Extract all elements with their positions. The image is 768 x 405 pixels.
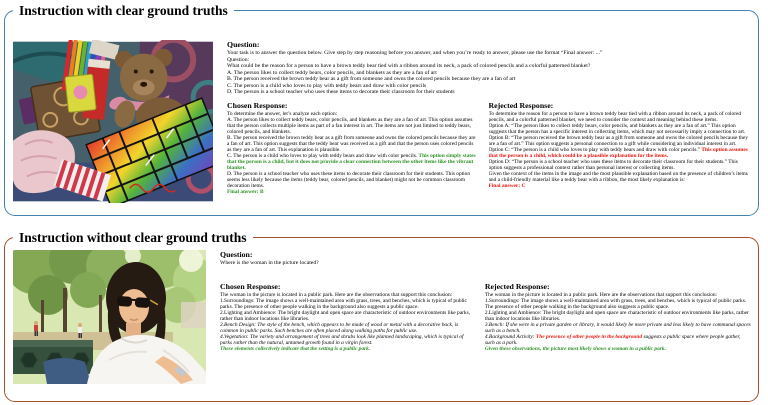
text-segment: The woman in the picture is located in a public park. Here are the observations that support this conclusion:: [220, 291, 453, 298]
question-heading: Question:: [220, 250, 253, 259]
panel-clear-ground-truths: [4, 3, 759, 216]
text-segment: C. The person is a child who loves to play with teddy bears and draw with color pencils: [227, 82, 427, 89]
text-segment: Given these observations, the picture most likely shows a woman in a public park.: [484, 345, 666, 352]
distant-building: [181, 302, 206, 328]
paragraph: [489, 171, 751, 183]
text-segment: Final answer: C: [488, 183, 526, 190]
question-heading: Question:: [227, 40, 260, 49]
text-segment: To determine the answer, let’s analyze each option:: [227, 110, 338, 117]
text-segment: Option D: “The person is a school teacher who uses these items to decorate their classroom for their students.” This option suggests a professional context rather than personal interest or collecting items.: [488, 158, 738, 171]
teddy-bear-pencils-and-blanket-photo: [13, 40, 213, 203]
paragraph: [220, 346, 475, 352]
text-segment: This option assumes that the person is a child, which could be a plausible explanation for the items.: [488, 146, 748, 159]
text-segment: The woman in the picture is located in a public park. Here are the observations that support this conclusion:: [484, 291, 718, 298]
paragraph: [485, 346, 751, 352]
paragraph: [227, 117, 479, 135]
text-segment: A. The person likes to collect teddy bears, color pencils, and blankets as they are a fan of art. This option assumes that the person collects multiple items as part of a fan interest in art. The items are not just limited to teddy bears, colored pencils, and blankets.: [227, 116, 473, 135]
rejected-response-heading: Rejected Response:: [488, 100, 554, 110]
chosen-response-column: [220, 282, 475, 352]
text-segment: These elements collectively indicate that the setting is a public park.: [220, 345, 371, 352]
panel-clear-body: [5, 11, 758, 215]
question-text: [220, 260, 751, 267]
text-segment: 3.Bench Design: The style of the bench, which appears to be made of wood or metal with a decorative back, is common in public parks. Such benches are often placed along walking paths for public use.: [220, 321, 459, 334]
text-segment: 3.Bench: If she were in a private garden or library, it would likely be more private and less likely to have communal spaces such as a bench.: [484, 321, 751, 334]
text-segment: Given the context of the items in the image and the most plausible explanation based on the presence of children’s items and a child-friendly material like a teddy bear with a ribbon, the most likely explanation is:: [488, 170, 748, 184]
paragraph: [220, 260, 751, 267]
text-segment: What could be the reason for a person to have a brown teddy bear tied with a ribbon around its neck, a pack of colored pencils and a colorful patterned blanket?: [227, 63, 591, 69]
text-segment: To determine the reason for a person to have a brown teddy bear tied with a ribbon around its neck, a pack of colored pencils, and a colorful patterned blanket, we need to consider the context and meaning behind these items.: [488, 110, 742, 123]
paragraph: [227, 153, 479, 171]
text-segment: B. The person received the brown teddy bear as a gift from someone and owns the colored pencils because they are a fan of art. This option suggests that the teddy bear was received as a gift and that the person uses colored pencils as they are a fan of art. This explanation is plausible.: [227, 134, 476, 153]
paragraph: [227, 135, 479, 153]
text-segment: Question:: [227, 56, 250, 63]
paragraph: [227, 189, 479, 195]
text-segment: The presence of other people in the background: [535, 333, 643, 340]
chosen-response-heading: Chosen Response:: [227, 100, 288, 110]
paragraph: [489, 111, 751, 123]
chosen-response-text: [220, 292, 475, 352]
paragraph: [227, 89, 751, 96]
chosen-response-heading: Chosen Response:: [220, 281, 281, 291]
paragraph: [485, 310, 751, 322]
text-segment: 4.Vegetation: The variety and arrangement of trees and shrubs look like planned landscaping, which is typical of parks rather than the natural, untamed growth found in a virgin forest.: [220, 333, 464, 346]
text-segment: D. The person is a school teacher who uses these items to decorate their classroom for their students: [227, 89, 455, 95]
panel-unclear-body: [5, 238, 758, 401]
text-segment: 2.Lighting and Ambience: The bright daylight and open space are characteristic of outdoor environments like parks, rather than indoor locations like libraries.: [484, 309, 749, 322]
panel-unclear-photo: [13, 250, 206, 384]
paragraph: [227, 171, 479, 189]
text-segment: A. The person likes to collect teddy bears, color pencils, and blankets as they are a fan of art: [227, 69, 437, 76]
rejected-response-column: [485, 282, 751, 352]
panel-clear-content: [227, 40, 751, 210]
crayon-pack: [65, 74, 96, 112]
question-section: [220, 250, 751, 267]
text-segment: B. The person received the brown teddy bear as a gift from someone and owns the colored pencils because they are a fan of art: [227, 76, 516, 82]
paragraph: [489, 159, 751, 171]
text-segment: C. The person is a child who loves to play with teddy bears and draw with color pencils.: [227, 152, 419, 159]
panel-unclear-ground-truths: [4, 230, 759, 402]
text-segment: 1.Surroundings: The image shows a well-maintained area with grass, trees, and benches, which is typical of public parks. The presence of other people walking in the background also suggests a public space.: [220, 297, 467, 310]
rejected-response-column: [489, 101, 751, 196]
paragraph: [489, 183, 751, 189]
paragraph: [489, 135, 751, 147]
rejected-response-text: [485, 292, 751, 352]
text-segment: 4.Background Activity:: [484, 333, 536, 340]
paragraph: [220, 310, 475, 322]
panel-unclear-content: [220, 250, 751, 396]
paragraph: [485, 322, 751, 334]
jeans: [43, 358, 91, 384]
paragraph: [485, 298, 751, 310]
chosen-response-column: [227, 101, 479, 196]
text-segment: Final answer: B: [227, 189, 264, 196]
text-segment: Where is the woman in the picture located?: [220, 260, 319, 266]
woman-on-park-bench-photo: [13, 250, 206, 384]
text-segment: Option A: “The person likes to collect teddy bears, color pencils, and blankets as they are a fan of art.” This option suggests that the person has a specific interest in collecting items, which may not necessarily imply a connection to art.: [488, 122, 746, 135]
text-segment: 1.Surroundings: The image shows a well-maintained area with grass, trees, and benches, which is typical of public parks. The presence of other people walking in the background also suggests a public space.: [484, 297, 747, 310]
paragraph: [485, 334, 751, 346]
rejected-response-text: [489, 111, 751, 190]
text-segment: Option B: “The person received the brown teddy bear as a gift from someone and owns the colored pencils because they are a fan of art.” This option suggests a personal connection to a gift while considering an individual interest in art.: [488, 134, 749, 147]
question-text: [227, 50, 751, 96]
text-segment: 2.Lighting and Ambience: The bright daylight and open space are characteristic of outdoor environments like parks, rather than indoor locations like libraries.: [220, 309, 471, 322]
responses-row: [227, 101, 751, 196]
text-segment: Option C: “The person is a child who loves to play with teddy bears and draw with color pencils.”: [488, 146, 702, 153]
question-section: [227, 40, 751, 96]
text-segment: D. The person is a school teacher who uses these items to decorate their classroom for their students. This option seems less likely because the items (teddy bear, colored pencils, and blanket) might not be common classroom decoration items.: [227, 170, 471, 190]
panel-clear-photo: [13, 40, 213, 203]
paragraph: [220, 334, 475, 346]
text-segment: This option simply states that the person is a child, but it does not provide a clear connection between the other items like the vibrant blanket.: [227, 152, 476, 171]
chosen-response-text: [227, 111, 479, 196]
rejected-response-heading: Rejected Response:: [484, 281, 550, 291]
paragraph: [220, 298, 475, 310]
text-segment: Your task is to answer the question below. Give step by step reasoning before you answer, and when you’re ready to answer, please use the format “Final answer: ...”: [227, 50, 603, 56]
paragraph: [489, 123, 751, 135]
panel-unclear-title: Instruction without clear ground truths: [13, 228, 253, 247]
paragraph: [220, 322, 475, 334]
panel-clear-title: Instruction with clear ground truths: [13, 1, 234, 20]
paragraph: [489, 147, 751, 159]
text-segment: suggests a public space where people gather, such as a park.: [484, 333, 741, 346]
responses-row: [220, 282, 751, 352]
